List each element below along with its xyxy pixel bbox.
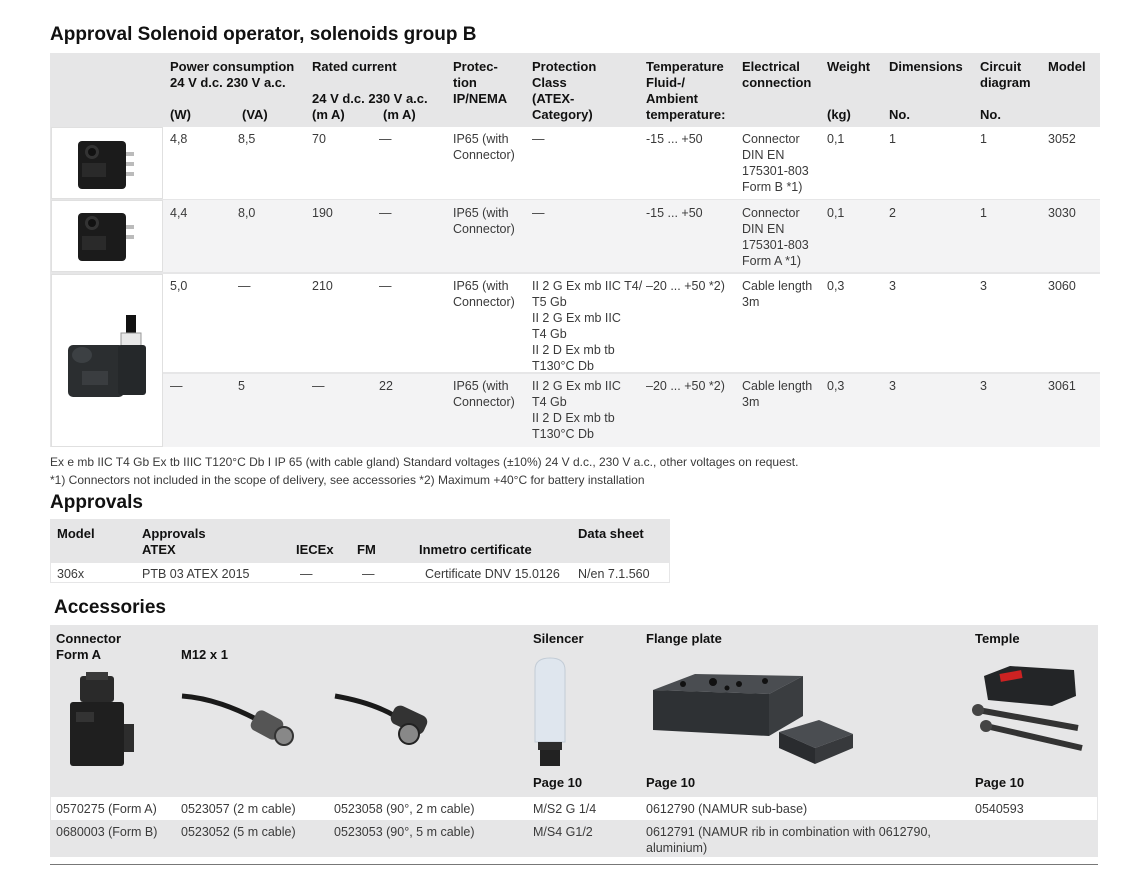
- cell-electrical-line: 175301-803: [742, 164, 809, 178]
- cell-protection-class-line: T130°C Db: [532, 427, 594, 441]
- acc-cell-connector: 0570275 (Form A): [56, 802, 157, 816]
- note-line-2: *1) Connectors not included in the scope of delivery, see accessories *2) Maximum +40°C for battery installation: [50, 473, 645, 487]
- cell-power-va: —: [238, 279, 251, 293]
- appr-inmetro: Certificate DNV 15.0126: [425, 567, 560, 581]
- header-ma-ac: (m A): [383, 107, 416, 122]
- cell-weight: 0,1: [827, 206, 845, 220]
- cell-dimensions: 3: [889, 279, 896, 293]
- approvals-title: Approvals: [50, 492, 143, 513]
- cell-protection-class-line: II 2 D Ex mb tb: [532, 411, 615, 425]
- silencer-page[interactable]: Page 10: [533, 775, 583, 790]
- cell-protection: [453, 278, 515, 310]
- cell-weight: 0,1: [827, 132, 845, 146]
- cell-electrical-line: Connector: [742, 206, 800, 220]
- cell-protection-line: Connector): [453, 222, 515, 236]
- acc-cell-m12-angle: 0523058 (90°, 2 m cable): [334, 802, 475, 816]
- cell-protection-line: Connector): [453, 295, 515, 309]
- cell-electrical-line: 3m: [742, 395, 760, 409]
- appr-atex: PTB 03 ATEX 2015: [142, 567, 250, 581]
- cell-power-w: 4,8: [170, 132, 188, 146]
- header-weight: Weight: [827, 59, 871, 74]
- cell-current-dc: —: [312, 379, 325, 393]
- cell-power-w: 5,0: [170, 279, 188, 293]
- acc-header-flange: Flange plate: [646, 631, 722, 646]
- main-title: Approval Solenoid operator, solenoids group B: [50, 24, 477, 45]
- cell-model: 3052: [1048, 132, 1076, 146]
- solenoid-image-1: [51, 127, 163, 199]
- cell-dimensions: 1: [889, 132, 896, 146]
- note-line-1: Ex e mb IIC T4 Gb Ex tb IIIC T120°C Db I IP 65 (with cable gland) Standard voltages (±10%) 24 V d.c., 230 V a.c., other voltages on request.: [50, 455, 799, 469]
- appr-header-iecex: IECEx: [296, 542, 334, 557]
- cell-protection-line: IP65 (with: [453, 379, 509, 393]
- cell-protection-class-line: T4 Gb: [532, 395, 567, 409]
- cell-weight: 0,3: [827, 379, 845, 393]
- appr-header-atex: ATEX: [142, 542, 176, 557]
- m12-straight-cable-icon: [180, 688, 300, 748]
- acc-cell-silencer: M/S4 G1/2: [533, 825, 593, 839]
- appr-header-inmetro: Inmetro certificate: [419, 542, 532, 557]
- cell-electrical: [742, 278, 812, 310]
- cell-current-ac: —: [379, 206, 392, 220]
- cell-electrical-line: Cable length: [742, 279, 813, 293]
- cell-protection-class: [532, 131, 545, 147]
- acc-cell-m12-straight: 0523052 (5 m cable): [181, 825, 296, 839]
- cell-protection-class-line: II 2 D Ex mb tb: [532, 343, 615, 357]
- table-row-1-bg: [163, 127, 1100, 199]
- appr-datasheet: N/en 7.1.560: [578, 567, 650, 581]
- cell-electrical-line: Cable length: [742, 379, 813, 393]
- header-va: (VA): [242, 107, 268, 122]
- header-circuit: Circuit diagram: [980, 59, 1031, 90]
- table-row-2-bg: [163, 200, 1100, 272]
- cell-dimensions: 3: [889, 379, 896, 393]
- acc-cell-flange-line: 0612791 (NAMUR rib in combination with 0612790,: [646, 825, 931, 839]
- cell-protection-class: [532, 378, 621, 442]
- solenoid-cable-icon: [52, 275, 162, 446]
- header-dim-no: No.: [889, 107, 910, 122]
- solenoid-coil-icon: [52, 128, 162, 198]
- cell-current-ac: 22: [379, 379, 393, 393]
- cell-protection-class-line: II 2 G Ex mb IIC T4/: [532, 279, 643, 293]
- cell-protection-line: Connector): [453, 395, 515, 409]
- acc-cell-flange-line: 0612790 (NAMUR sub-base): [646, 802, 808, 816]
- acc-cell-temple: 0540593: [975, 802, 1024, 816]
- cell-weight: 0,3: [827, 279, 845, 293]
- temple-page[interactable]: Page 10: [975, 775, 1025, 790]
- acc-cell-flange: [646, 824, 931, 856]
- appr-header-datasheet: Data sheet: [578, 526, 644, 541]
- cell-protection-class-line: —: [532, 132, 545, 146]
- cell-current-ac: —: [379, 132, 392, 146]
- cell-electrical-line: DIN EN: [742, 148, 785, 162]
- cell-protection-class-line: T130°C Db: [532, 359, 594, 373]
- cell-protection-class-line: II 2 G Ex mb IIC: [532, 311, 621, 325]
- header-protection: Protec- tion IP/NEMA: [453, 59, 508, 106]
- table-row-4-bg: [163, 374, 1100, 447]
- cell-model: 3061: [1048, 379, 1076, 393]
- acc-header-connector: Connector Form A: [56, 631, 121, 662]
- acc-cell-flange: [646, 801, 807, 817]
- cell-protection-class-line: II 2 G Ex mb IIC: [532, 379, 621, 393]
- flange-page[interactable]: Page 10: [646, 775, 696, 790]
- cell-power-va: 5: [238, 379, 245, 393]
- cell-electrical: [742, 378, 812, 410]
- cell-electrical-line: Connector: [742, 132, 800, 146]
- cell-model: 3030: [1048, 206, 1076, 220]
- cell-protection-class-line: T4 Gb: [532, 327, 567, 341]
- cell-protection-class: [532, 278, 642, 374]
- cell-protection-line: IP65 (with: [453, 132, 509, 146]
- appr-model: 306x: [57, 567, 85, 581]
- cell-model: 3060: [1048, 279, 1076, 293]
- cell-electrical: [742, 205, 809, 269]
- cell-protection-class: [532, 205, 545, 221]
- cell-circuit: 3: [980, 279, 987, 293]
- cell-power-w: 4,4: [170, 206, 188, 220]
- temple-icon: [970, 662, 1090, 758]
- cell-electrical: [742, 131, 809, 195]
- silencer-icon: [530, 656, 570, 771]
- header-power-consumption: Power consumption: [170, 59, 295, 74]
- acc-header-m12: M12 x 1: [181, 647, 228, 662]
- cell-temperature: –20 ... +50 *2): [646, 379, 725, 393]
- acc-cell-silencer: M/S2 G 1/4: [533, 802, 597, 816]
- cell-current-dc: 190: [312, 206, 333, 220]
- appr-iecex: —: [300, 567, 313, 581]
- solenoid-image-3: [51, 274, 163, 447]
- m12-angle-cable-icon: [333, 690, 443, 750]
- cell-current-dc: 70: [312, 132, 326, 146]
- cell-temperature: –20 ... +50 *2): [646, 279, 725, 293]
- cell-protection-line: IP65 (with: [453, 206, 509, 220]
- acc-cell-connector: 0680003 (Form B): [56, 825, 158, 839]
- cell-protection: [453, 378, 515, 410]
- header-rated-voltages: 24 V d.c. 230 V a.c.: [312, 91, 428, 106]
- cell-electrical-line: 3m: [742, 295, 760, 309]
- header-w: (W): [170, 107, 191, 122]
- appr-header-model: Model: [57, 526, 95, 541]
- cell-current-ac: —: [379, 279, 392, 293]
- header-circuit-no: No.: [980, 107, 1001, 122]
- appr-header-approvals: Approvals: [142, 526, 206, 541]
- cell-dimensions: 2: [889, 206, 896, 220]
- cell-electrical-line: 175301-803: [742, 238, 809, 252]
- bottom-rule: [50, 864, 1098, 865]
- acc-header-silencer: Silencer: [533, 631, 584, 646]
- accessories-title: Accessories: [54, 597, 166, 618]
- cell-circuit: 3: [980, 379, 987, 393]
- cell-circuit: 1: [980, 132, 987, 146]
- cell-electrical-line: Form A *1): [742, 254, 802, 268]
- header-rated-current: Rated current: [312, 59, 397, 74]
- cell-electrical-line: DIN EN: [742, 222, 785, 236]
- cell-circuit: 1: [980, 206, 987, 220]
- appr-header-fm: FM: [357, 542, 376, 557]
- flange-plate-icon: [643, 668, 863, 768]
- acc-header-temple: Temple: [975, 631, 1020, 646]
- connector-form-a-icon: [62, 672, 142, 770]
- header-dimensions: Dimensions: [889, 59, 963, 74]
- cell-protection-class-line: —: [532, 206, 545, 220]
- acc-cell-m12-angle: 0523053 (90°, 5 m cable): [334, 825, 475, 839]
- appr-fm: —: [362, 567, 375, 581]
- cell-current-dc: 210: [312, 279, 333, 293]
- solenoid-image-2: [51, 200, 163, 272]
- cell-electrical-line: Form B *1): [742, 180, 803, 194]
- cell-power-va: 8,0: [238, 206, 256, 220]
- cell-temperature: -15 ... +50: [646, 132, 703, 146]
- cell-power-w: —: [170, 379, 183, 393]
- header-model: Model: [1048, 59, 1086, 74]
- header-ma-dc: (m A): [312, 107, 345, 122]
- cell-protection-class-line: T5 Gb: [532, 295, 567, 309]
- header-power-voltages: 24 V d.c. 230 V a.c.: [170, 75, 286, 90]
- cell-protection: [453, 131, 515, 163]
- cell-power-va: 8,5: [238, 132, 256, 146]
- cell-protection-line: IP65 (with: [453, 279, 509, 293]
- cell-temperature: -15 ... +50: [646, 206, 703, 220]
- cell-protection-line: Connector): [453, 148, 515, 162]
- solenoid-coil-icon: [52, 201, 162, 271]
- cell-protection: [453, 205, 515, 237]
- acc-cell-m12-straight: 0523057 (2 m cable): [181, 802, 296, 816]
- header-temperature: Temperature Fluid-/ Ambient temperature:: [646, 59, 726, 122]
- acc-cell-flange-line: aluminium): [646, 841, 708, 855]
- header-kg: (kg): [827, 107, 851, 122]
- header-electrical: Electrical connection: [742, 59, 812, 90]
- header-protection-class: Protection Class (ATEX- Category): [532, 59, 597, 122]
